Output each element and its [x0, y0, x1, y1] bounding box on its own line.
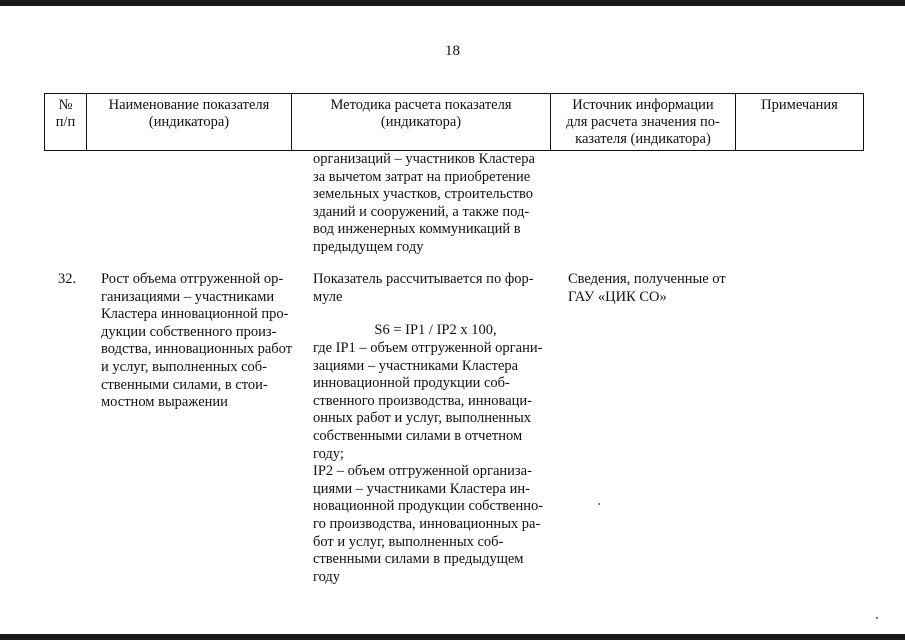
page-number: 18: [445, 43, 460, 59]
method-definitions: где IP1 – объем отгруженной органи- зациями – участниками Кластера инновационной продукции соб- ственного производства, инноваци- онных работ и услуг, выполненных собственными силами в отчетном году; IP2 – объем отгруженной организа- циями – участниками Кластера ин- новационной продукции собственно- го производства, инновационных ра- бот и услуг, выполненных соб- ственными силами в предыдущем году: [313, 340, 544, 585]
header-calculation-method: Методика расчета показателя (индикатора): [292, 94, 551, 151]
header-indicator-name: Наименование показателя (индикатора): [87, 94, 292, 151]
scan-edge-top: [0, 0, 905, 6]
header-number: № п/п: [45, 94, 87, 151]
information-source: Сведения, полученные от ГАУ «ЦИК СО»: [568, 271, 726, 305]
header-information-source: Источник информации для расчета значения по- казателя (индикатора): [551, 94, 736, 151]
row-number: 32.: [58, 271, 77, 287]
scan-speck: [876, 617, 878, 619]
indicator-name: Рост объема отгруженной ор- ганизациями – участниками Кластера инновационной про- дукции собственного произ- водства, инновационных работ и услуг, выполненных соб- ственными силами, в стои- мостном выражении: [101, 271, 293, 411]
indicator-table-header: [44, 93, 864, 151]
method-intro: Показатель рассчитывается по фор- муле: [313, 271, 534, 305]
scan-edge-bottom: [0, 634, 905, 640]
continued-method-text: организаций – участников Кластера за вычетом затрат на приобретение земельных участков, строительство зданий и сооружений, а также под- вод инженерных коммуникаций в предыдущем году: [313, 151, 535, 255]
header-notes: Примечания: [736, 94, 864, 151]
table-header-row: [45, 94, 864, 151]
formula: S6 = IP1 / IP2 x 100,: [374, 322, 497, 338]
scan-speck: [598, 503, 600, 505]
